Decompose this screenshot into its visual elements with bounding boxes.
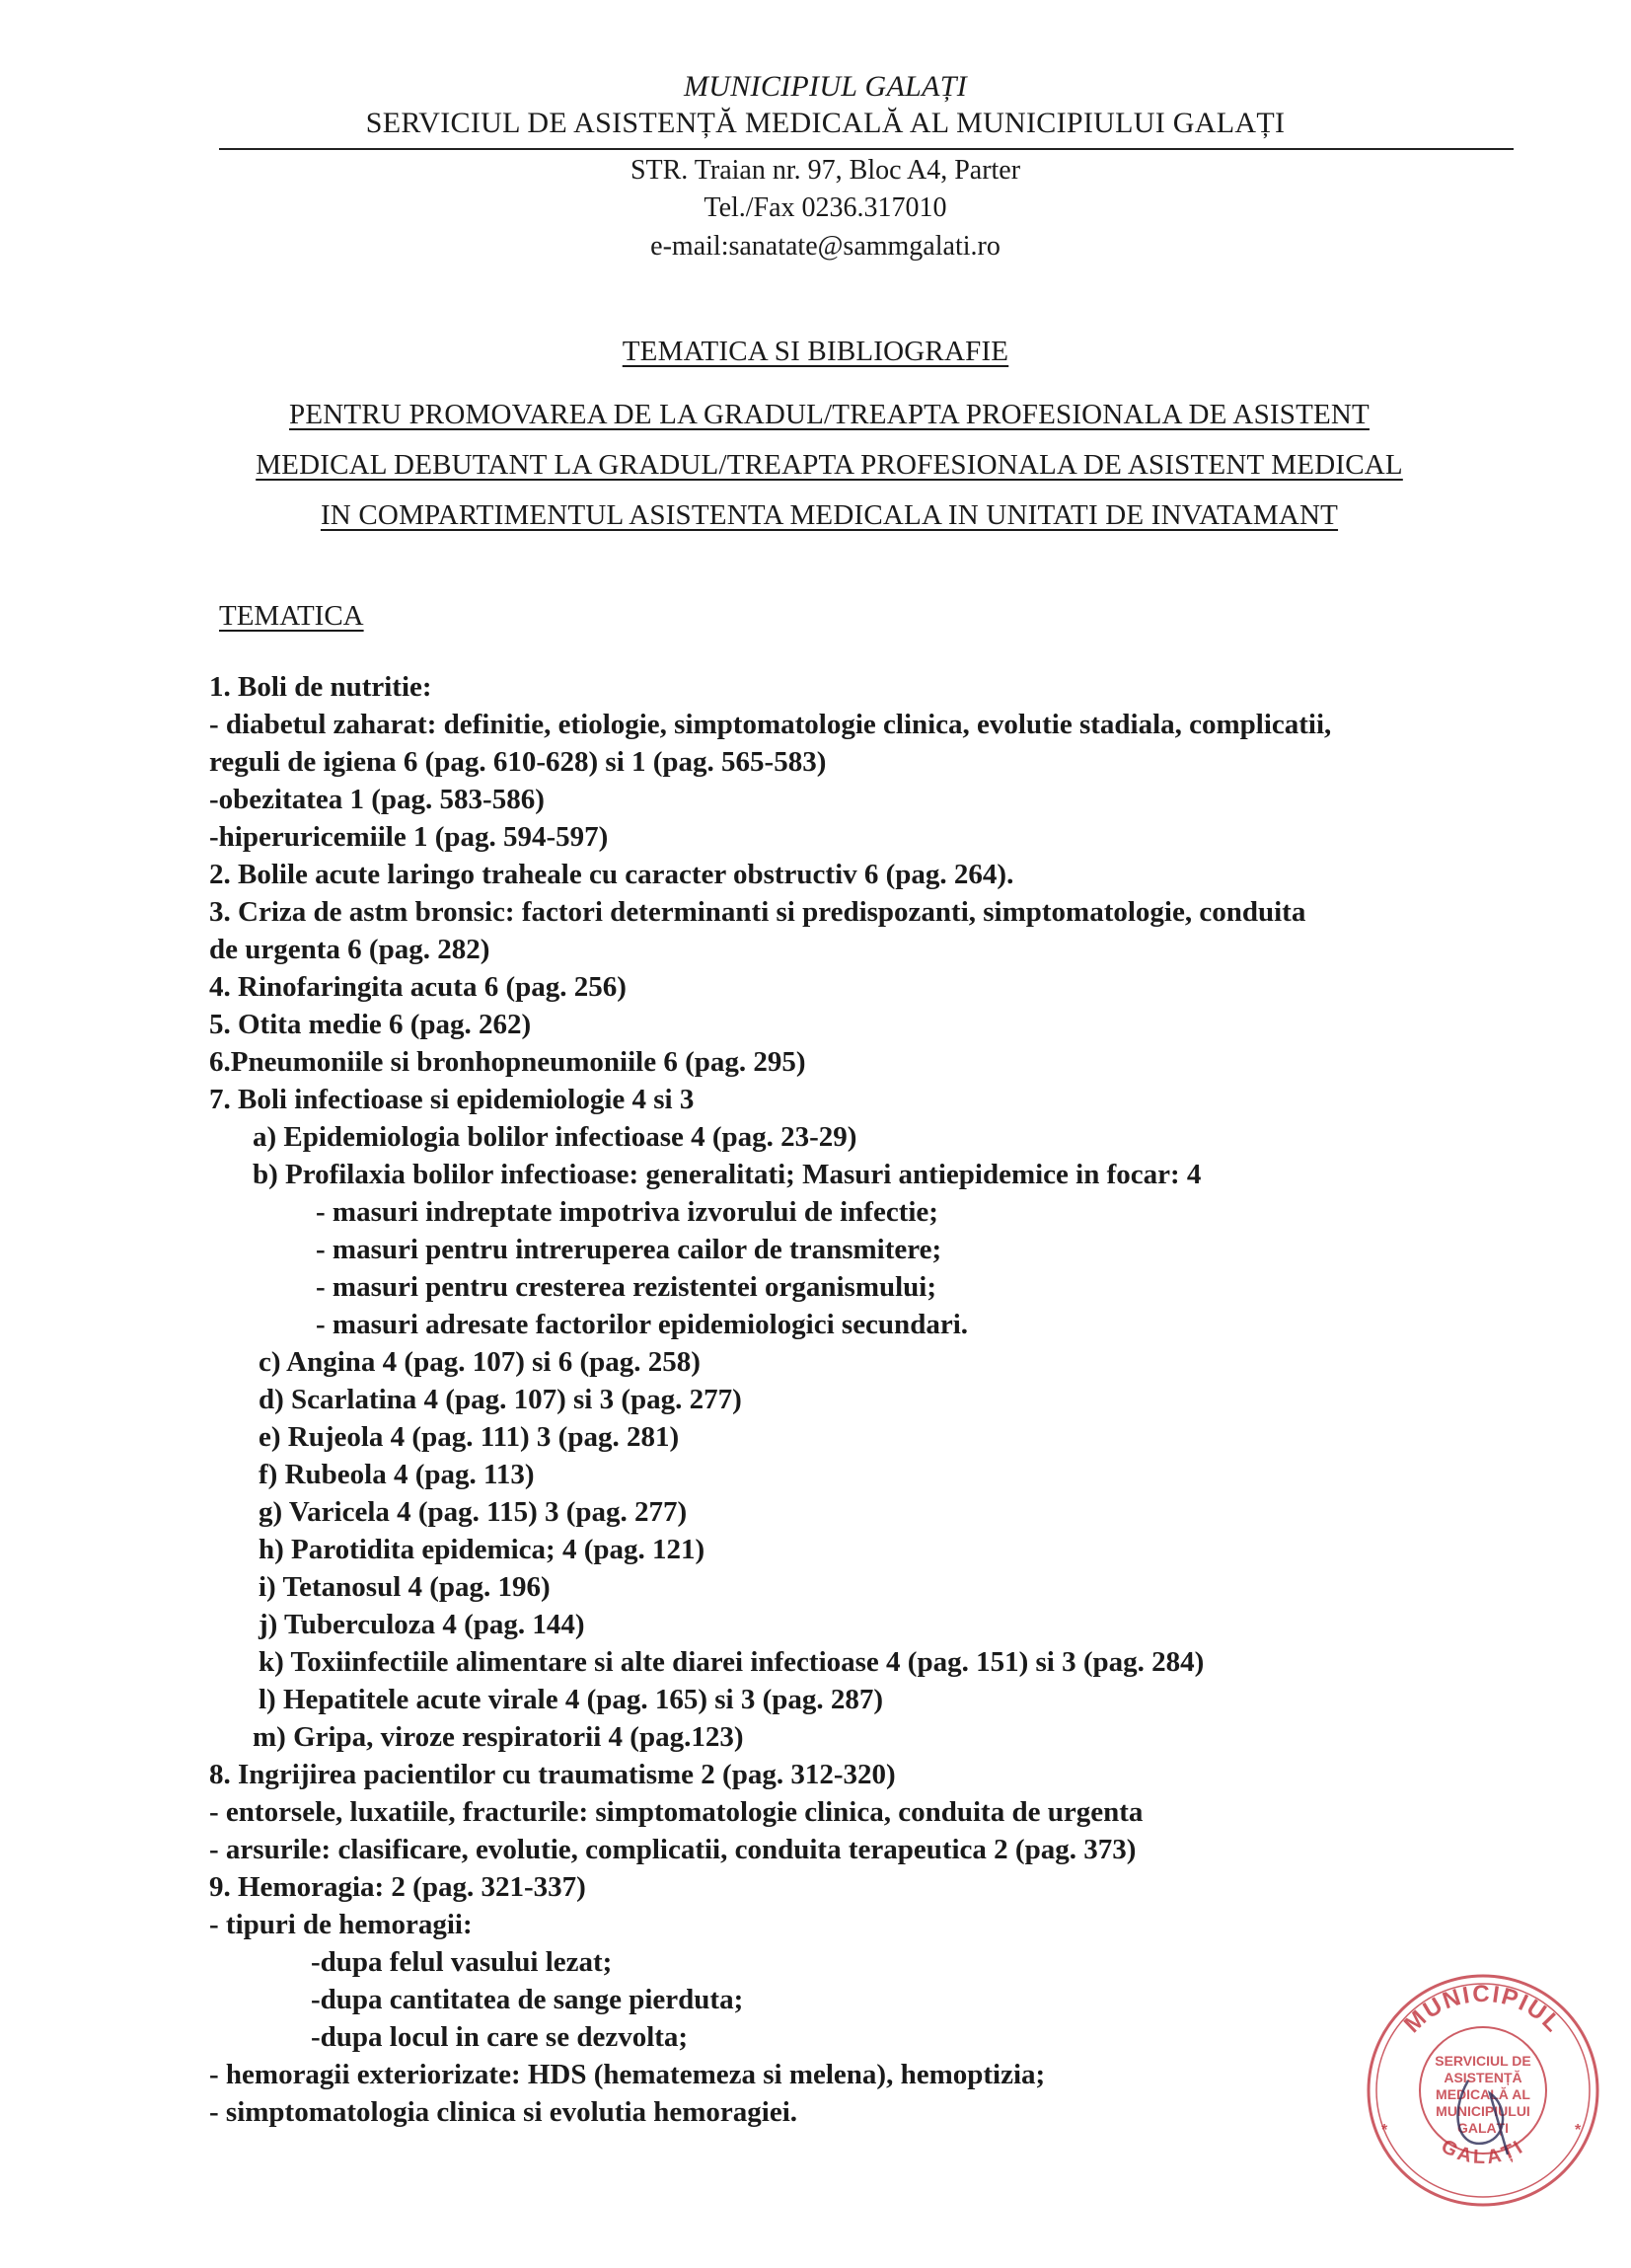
topic-line: 8. Ingrijirea pacientilor cu traumatisme 2 (pag. 312-320) (209, 1759, 896, 1790)
measure-line: - masuri pentru intreruperea cailor de transmitere; (316, 1234, 942, 1265)
topic-line: - diabetul zaharat: definitie, etiologie, simptomatologie clinica, evolutie stadiala, complicatii, (209, 709, 1332, 740)
subtopic-line: d) Scarlatina 4 (pag. 107) si 3 (pag. 277) (259, 1384, 742, 1415)
stamp-star-left: * (1381, 2122, 1388, 2139)
subtopic-line: l) Hepatitele acute virale 4 (pag. 165) si 3 (pag. 287) (259, 1684, 884, 1715)
stamp-star-right: * (1575, 2122, 1582, 2139)
title-subline-3: IN COMPARTIMENTUL ASISTENTA MEDICALA IN UNITATI DE INVATAMANT (320, 499, 1339, 531)
hemorrhage-type-line: -dupa locul in care se dezvolta; (311, 2021, 689, 2053)
topic-line: de urgenta 6 (pag. 282) (209, 934, 490, 965)
subtopic-line: a) Epidemiologia bolilor infectioase 4 (pag. 23-29) (253, 1121, 857, 1153)
subtopic-line: g) Varicela 4 (pag. 115) 3 (pag. 277) (259, 1496, 688, 1528)
topic-line: - simptomatologia clinica si evolutia hemoragiei. (209, 2096, 798, 2128)
topic-line: reguli de igiena 6 (pag. 610-628) si 1 (pag. 565-583) (209, 746, 827, 778)
measure-line: - masuri adresate factorilor epidemiologici secundari. (316, 1309, 968, 1340)
stamp-inner-text-5: GALAȚI (1456, 2120, 1510, 2136)
topic-line: - entorsele, luxatiile, fracturile: simptomatologie clinica, conduita de urgenta (209, 1796, 1144, 1828)
topic-line: - hemoragii exteriorizate: HDS (hematemeza si melena), hemoptizia; (209, 2059, 1046, 2090)
municipality-name: MUNICIPIUL GALAȚI (683, 70, 968, 103)
topic-line: 7. Boli infectioase si epidemiologie 4 si 3 (209, 1084, 695, 1115)
hemorrhage-type-line: -dupa felul vasului lezat; (311, 1946, 613, 1978)
official-stamp (1360, 1967, 1606, 2214)
stamp-inner-text-4: MUNICIPIULUI (1436, 2103, 1530, 2119)
subtopic-line: i) Tetanosul 4 (pag. 196) (259, 1571, 551, 1603)
section-heading: TEMATICA (219, 600, 364, 632)
subtopic-line: f) Rubeola 4 (pag. 113) (259, 1459, 535, 1490)
stamp-inner-text-3: MEDICALĂ AL (1436, 2086, 1530, 2102)
header-divider (219, 148, 1514, 150)
subtopic-line: k) Toxiinfectiile alimentare si alte diarei infectioase 4 (pag. 151) si 3 (pag. 284) (259, 1646, 1205, 1678)
hemorrhage-type-line: -dupa cantitatea de sange pierduta; (311, 1984, 744, 2015)
topic-line: 3. Criza de astm bronsic: factori determinanti si predispozanti, simptomatologie, conduita (209, 896, 1306, 928)
title-subline-2: MEDICAL DEBUTANT LA GRADUL/TREAPTA PROFESIONALA DE ASISTENT MEDICAL (256, 449, 1403, 481)
subtopic-line: e) Rujeola 4 (pag. 111) 3 (pag. 281) (259, 1421, 680, 1453)
stamp-inner-text-2: ASISTENȚĂ (1444, 2070, 1522, 2085)
topic-line: - arsurile: clasificare, evolutie, complicatii, conduita terapeutica 2 (pag. 373) (209, 1834, 1137, 1865)
topic-line: 6.Pneumoniile si bronhopneumoniile 6 (pag. 295) (209, 1046, 806, 1078)
topic-line: 9. Hemoragia: 2 (pag. 321-337) (209, 1871, 586, 1903)
topic-line: -obezitatea 1 (pag. 583-586) (209, 784, 545, 815)
topic-line: - tipuri de hemoragii: (209, 1909, 473, 1940)
stamp-top-text: MUNICIPIUL (1398, 1980, 1568, 2039)
phone-line: Tel./Fax 0236.317010 (704, 192, 947, 223)
address-line: STR. Traian nr. 97, Bloc A4, Parter (630, 155, 1021, 186)
service-name: SERVICIUL DE ASISTENȚĂ MEDICALĂ AL MUNICIPIULUI GALAȚI (365, 107, 1286, 139)
subtopic-line: c) Angina 4 (pag. 107) si 6 (pag. 258) (259, 1346, 701, 1378)
email-line: e-mail:sanatate@sammgalati.ro (650, 231, 1001, 262)
measure-line: - masuri indreptate impotriva izvorului de infectie; (316, 1196, 938, 1228)
topics-list (209, 668, 1531, 2131)
topic-line: 1. Boli de nutritie: (209, 671, 432, 703)
subtopic-line: m) Gripa, viroze respiratorii 4 (pag.123) (253, 1721, 744, 1753)
document-title: TEMATICA SI BIBLIOGRAFIE (622, 336, 1009, 367)
stamp-inner-text-1: SERVICIUL DE (1435, 2053, 1531, 2069)
topic-line: 5. Otita medie 6 (pag. 262) (209, 1009, 532, 1040)
subtopic-line: b) Profilaxia bolilor infectioase: generalitati; Masuri antiepidemice in focar: 4 (253, 1159, 1202, 1190)
measure-line: - masuri pentru cresterea rezistentei organismului; (316, 1271, 937, 1303)
topic-line: 4. Rinofaringita acuta 6 (pag. 256) (209, 971, 627, 1003)
topic-line: -hiperuricemiile 1 (pag. 594-597) (209, 821, 609, 853)
subtopic-line: j) Tuberculoza 4 (pag. 144) (259, 1609, 585, 1640)
topic-line: 2. Bolile acute laringo traheale cu caracter obstructiv 6 (pag. 264). (209, 859, 1014, 890)
stamp-bottom-text: GALAȚI (1437, 2135, 1529, 2169)
title-subline-1: PENTRU PROMOVAREA DE LA GRADUL/TREAPTA PROFESIONALA DE ASISTENT (289, 399, 1370, 430)
subtopic-line: h) Parotidita epidemica; 4 (pag. 121) (259, 1534, 705, 1565)
